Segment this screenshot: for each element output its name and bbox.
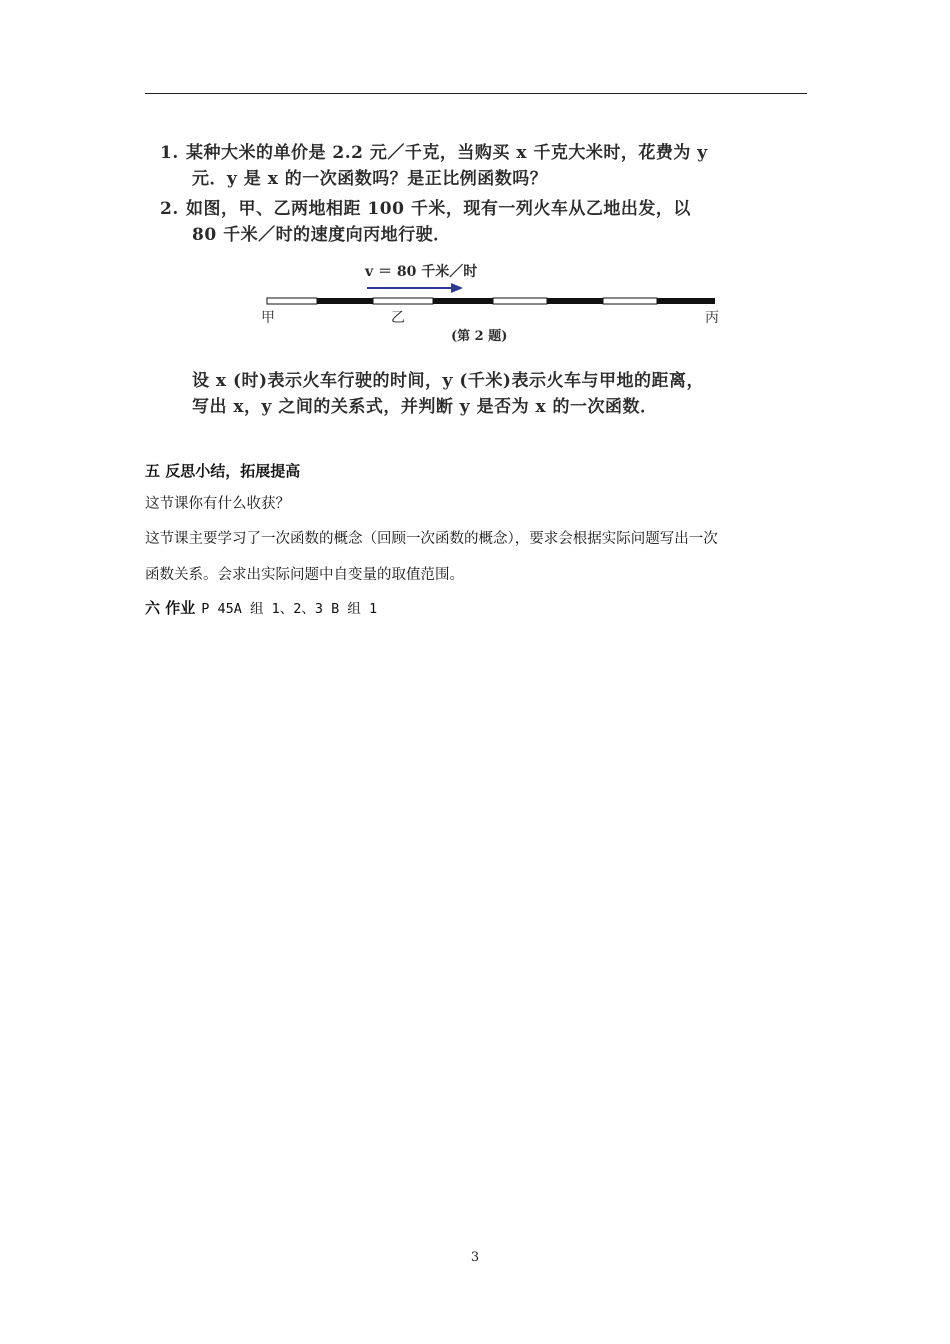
point-c-label: 丙: [705, 310, 719, 326]
point-b-label: 乙: [391, 310, 405, 326]
section-5-summary-line-1: 这节课主要学习了一次函数的概念（回顾一次函数的概念），要求会根据实际问题写出一次: [145, 531, 718, 547]
homework-detail: P 45A 组 1、2、3 B 组 1: [201, 601, 378, 617]
page-number: 3: [470, 1250, 480, 1265]
exercise-1-number: 1.: [160, 143, 179, 163]
exercise-1-line-2: 元．y 是 x 的一次函数吗？是正比例函数吗？: [192, 169, 548, 189]
exercise-1-text-1: 某种大米的单价是 2.2 元／千克，当购买 x 千克大米时，花费为 y: [186, 143, 708, 163]
header-rule: [145, 93, 807, 94]
section-5-title: 五 反思小结，拓展提高: [145, 462, 301, 480]
direction-arrow-icon: [451, 283, 463, 293]
exercise-1-line-1: [160, 138, 708, 163]
exercise-2-line-4: 写出 x，y 之间的关系式，并判断 y 是否为 x 的一次函数．: [192, 397, 658, 417]
exercise-2-number: 2.: [160, 199, 179, 219]
rail-track: [267, 298, 715, 304]
exercise-2-line-1: [160, 194, 691, 219]
section-6-title: 六 作业: [145, 599, 196, 617]
figure-caption: (第 2 题): [451, 329, 508, 344]
section-5-summary-line-2: 函数关系。会求出实际问题中自变量的取值范围。: [145, 567, 464, 583]
point-a-label: 甲: [261, 310, 275, 326]
train-route-diagram: [255, 258, 735, 348]
velocity-label: v ＝ 80 千米／时: [365, 264, 478, 280]
exercise-2-text-1: 如图，甲、乙两地相距 100 千米，现有一列火车从乙地出发，以: [186, 199, 691, 219]
section-6-homework: [145, 597, 377, 618]
section-5-question: 这节课你有什么收获？: [145, 496, 290, 512]
exercise-2-line-3: 设 x (时)表示火车行驶的时间，y (千米)表示火车与甲地的距离，: [192, 371, 704, 391]
exercise-2-line-2: 80 千米／时的速度向丙地行驶．: [192, 225, 451, 245]
